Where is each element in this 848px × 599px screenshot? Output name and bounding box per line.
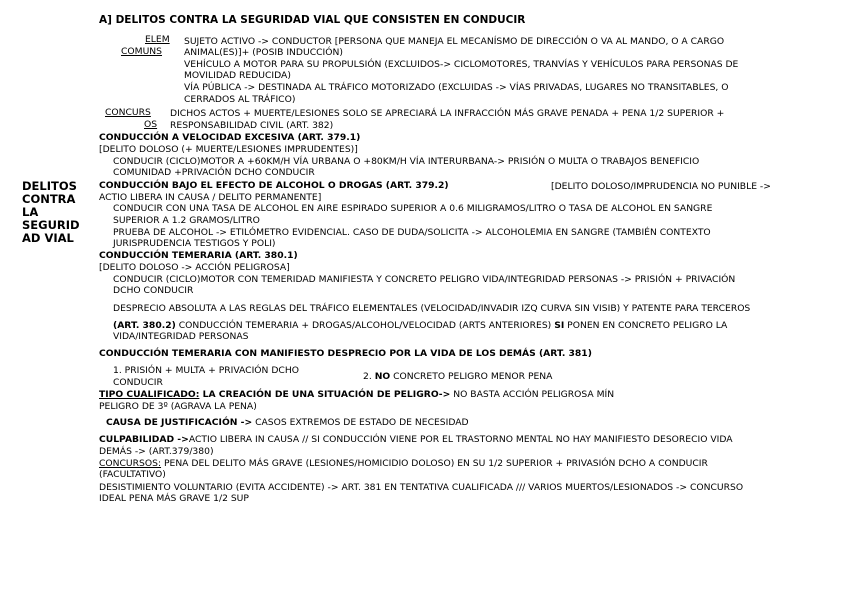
causa-line <box>106 417 469 428</box>
tipo-cualificado-line <box>99 389 614 400</box>
concursos-line: DICHOS ACTOS + MUERTE/LESIONES SOLO SE APRECIARÁ LA INFRACCIÓN MÁS GRAVE PENADA + PENA 1/2 SUPERIOR + <box>170 108 725 119</box>
desistimiento-line: DESISTIMIENTO VOLUNTARIO (EVITA ACCIDENTE) -> ART. 381 EN TENTATIVA CUALIFICADA /// VARIOS MUERTOS/LESIONADOS -> CONCURSO <box>99 482 744 493</box>
option-2 <box>363 371 552 382</box>
culpabilidad-line-2: DEMÁS -> (ART.379/380) <box>99 446 214 457</box>
section-heading-temeraria: CONDUCCIÓN TEMERARIA (ART. 380.1) <box>99 250 298 261</box>
section-bracket: [DELITO DOLOSO/IMPRUDENCIA NO PUNIBLE -> <box>551 181 771 192</box>
tipo-cualificado-line-2: PELIGRO DE 3º (AGRAVA LA PENA) <box>99 401 257 412</box>
culpabilidad-line <box>99 434 733 445</box>
concursos-label-1: CONCURS <box>105 107 151 118</box>
culpabilidad-label: CULPABILIDAD -> <box>99 434 189 445</box>
section-heading-velocidad: CONDUCCIÓN A VELOCIDAD EXCESIVA (ART. 379.1) <box>99 132 361 143</box>
elem-line: VEHÍCULO A MOTOR PARA SU PROPULSIÓN (EXCLUIDOS-> CICLOMOTORES, TRANVÍAS Y VEHÍCULOS PARA PERSONAS DE <box>184 59 739 70</box>
concursos-line: RESPONSABILIDAD CIVIL (ART. 382) <box>170 120 334 131</box>
option-2-prefix: 2. <box>363 371 375 382</box>
section-line: CONDUCIR CON UNA TASA DE ALCOHOL EN AIRE ESPIRADO SUPERIOR A 0.6 MILIGRAMOS/LITRO O TASA DE ALCOHOL EN SANGRE <box>113 203 713 214</box>
side-label <box>22 180 92 245</box>
concursos-label-2: OS <box>144 119 158 130</box>
art-380-2-line-2: VIDA/INTEGRIDAD PERSONAS <box>113 331 249 342</box>
concursos-line-3: (FACULTATIVO) <box>99 469 166 480</box>
section-line: SUPERIOR A 1.2 GRAMOS/LITRO <box>113 215 260 226</box>
art-380-2-text-2: PONEN EN CONCRETO PELIGRO LA <box>564 320 728 331</box>
art-380-2-text: CONDUCCIÓN TEMERARIA + DROGAS/ALCOHOL/VELOCIDAD (ARTS ANTERIORES) <box>175 320 555 331</box>
section-line: JURISPRUDENCIA TESTIGOS Y POLI) <box>113 238 276 249</box>
elem-label-1: ELEM <box>145 34 170 45</box>
concursos-rest: PENA DEL DELITO MÁS GRAVE (LESIONES/HOMICIDIO DOLOSO) EN SU 1/2 SUPERIOR + PRIVASIÓN DCHO A CONDUCIR <box>161 458 708 469</box>
desprecio-line: DESPRECIO ABSOLUTA A LAS REGLAS DEL TRÁFICO ELEMENTALES (VELOCIDAD/INVADIR IZQ CURVA SIN VISIB) Y PATENTE PARA TERCEROS <box>113 303 751 314</box>
side-label-line: LA <box>22 205 39 219</box>
side-label-line: CONTRA <box>22 192 76 206</box>
section-line: CONDUCIR (CICLO)MOTOR A +60KM/H VÍA URBANA O +80KM/H VÍA INTERURBANA-> PRISIÓN O MULTA O TRABAJOS BENEFICIO <box>113 156 700 167</box>
option-1-cont: CONDUCIR <box>113 377 163 388</box>
elem-line: SUJETO ACTIVO -> CONDUCTOR [PERSONA QUE MANEJA EL MECANÍSMO DE DIRECCIÓN O VA AL MANDO, O A CARGO <box>184 36 725 47</box>
tipo-cualificado-bold: LA CREACIÓN DE UNA SITUACIÓN DE PELIGRO-> <box>199 389 451 400</box>
option-2-no: NO <box>374 371 391 382</box>
section-line: CONDUCIR (CICLO)MOTOR CON TEMERIDAD MANIFIESTA Y CONCRETO PELIGRO VIDA/INTEGRIDAD PERSONAS -> PRISIÓN + PRIVACIÓN <box>113 274 736 285</box>
elem-line: MOVILIDAD REDUCIDA) <box>184 70 291 81</box>
causa-rest: CASOS EXTREMOS DE ESTADO DE NECESIDAD <box>252 417 469 428</box>
causa-label: CAUSA DE JUSTIFICACIÓN -> <box>106 417 253 428</box>
concursos-line-2 <box>99 458 708 469</box>
option-2-rest: CONCRETO PELIGRO MENOR PENA <box>390 371 553 382</box>
section-line: PRUEBA DE ALCOHOL -> ETILÓMETRO EVIDENCIAL. CASO DE DUDA/SOLICITA -> ALCOHOLEMIA EN SANGRE (TAMBIÉN CONTEXTO <box>113 227 711 238</box>
section-bracket-2: ACTIO LIBERA IN CAUSA / DELITO PERMANENTE] <box>99 192 322 203</box>
concursos-label-b: CONCURSOS: <box>99 458 162 469</box>
elem-line: ANIMAL(ES)]+ (POSIB INDUCCIÓN) <box>184 47 343 58</box>
section-line: DCHO CONDUCIR <box>113 285 194 296</box>
side-label-line: SEGURID <box>22 218 80 232</box>
elem-line: CERRADOS AL TRÁFICO) <box>184 94 296 105</box>
art-380-2-line <box>113 320 727 331</box>
section-heading-desprecio: CONDUCCIÓN TEMERARIA CON MANIFIESTO DESPRECIO POR LA VIDA DE LOS DEMÁS (ART. 381) <box>99 348 592 359</box>
culpabilidad-rest: ACTIO LIBERA IN CAUSA // SI CONDUCCIÓN VIENE POR EL TRASTORNO MENTAL NO HAY MANIFIESTO DESORECIO VIDA <box>188 434 733 445</box>
tipo-cualificado-rest: NO BASTA ACCIÓN PELIGROSA MÍN <box>450 389 615 400</box>
art-380-2-ref: (ART. 380.2) <box>113 320 176 331</box>
section-heading-alcohol: CONDUCCIÓN BAJO EL EFECTO DE ALCOHOL O DROGAS (ART. 379.2) <box>99 180 449 191</box>
tipo-cualificado-label: TIPO CUALIFICADO: <box>99 389 200 400</box>
elem-line: VÍA PÚBLICA -> DESTINADA AL TRÁFICO MOTORIZADO (EXCLUIDAS -> VÍAS PRIVADAS, LUGARES NO TRANSITABLES, O <box>184 82 729 93</box>
section-sub: [DELITO DOLOSO (+ MUERTE/LESIONES IMPRUDENTES)] <box>99 144 358 155</box>
page-title: A] DELITOS CONTRA LA SEGURIDAD VIAL QUE CONSISTEN EN CONDUCIR <box>99 14 526 26</box>
section-sub: [DELITO DOLOSO -> ACCIÓN PELIGROSA] <box>99 262 290 273</box>
side-label-line: AD VIAL <box>22 231 74 245</box>
option-1: 1. PRISIÓN + MULTA + PRIVACIÓN DCHO <box>113 365 299 376</box>
desistimiento-line-2: IDEAL PENA MÁS GRAVE 1/2 SUP <box>99 493 249 504</box>
section-line: COMUNIDAD +PRIVACIÓN DCHO CONDUCIR <box>113 167 315 178</box>
si-emphasis: SI <box>554 320 565 331</box>
side-label-line: DELITOS <box>22 179 77 193</box>
elem-label-2: COMUNS <box>121 46 163 57</box>
